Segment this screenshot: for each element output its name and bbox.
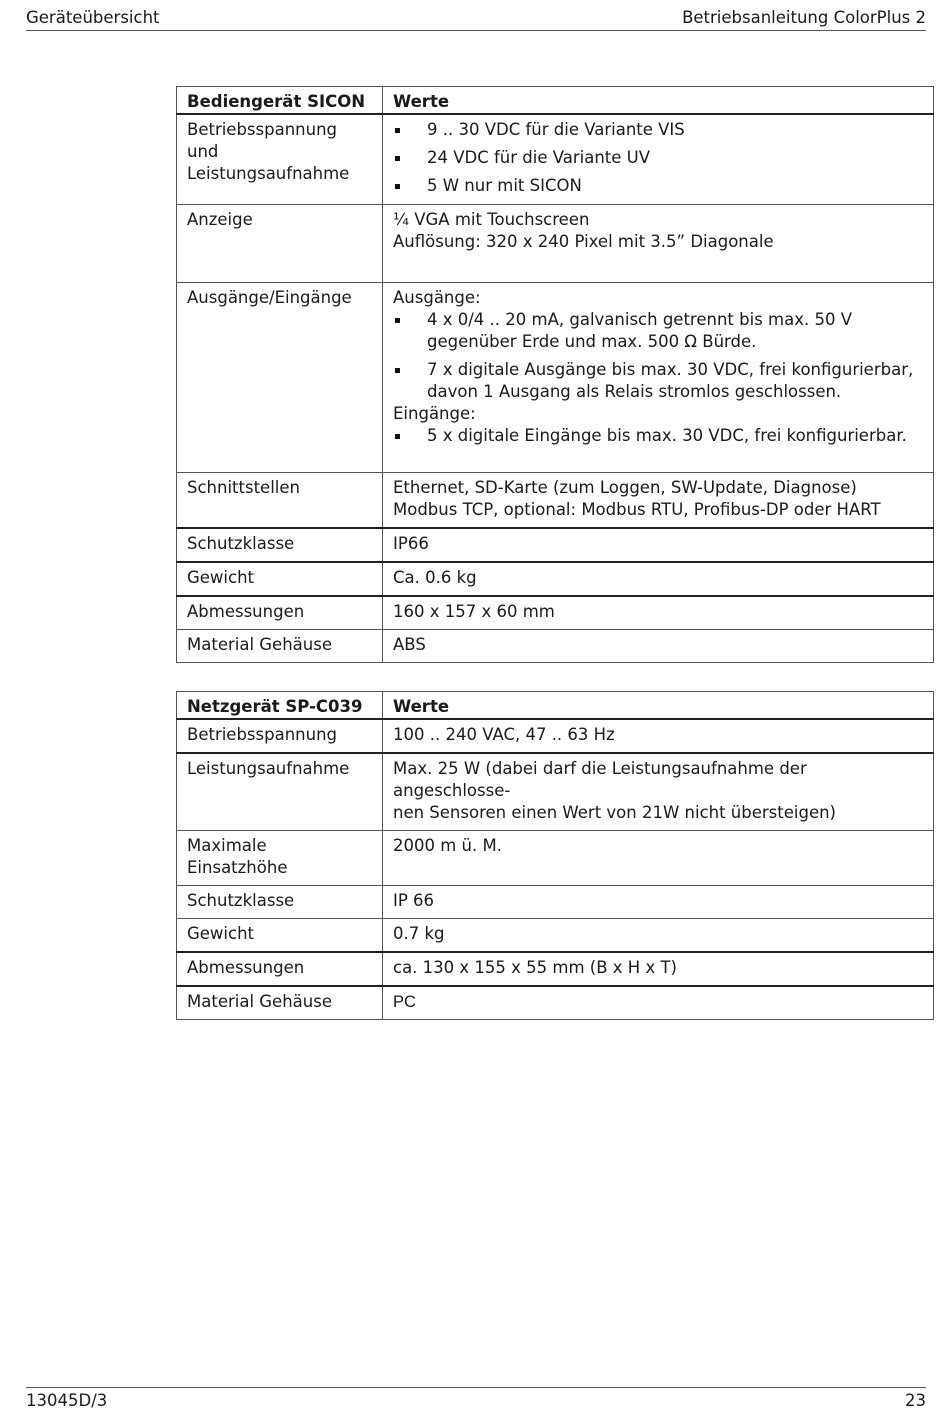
- row-label: Leistungsaufnahme: [177, 753, 383, 831]
- inputs-title: Eingänge:: [393, 403, 476, 423]
- row-label: Gewicht: [177, 919, 383, 953]
- row-label: Betriebsspannung und Leistungsaufnahme: [177, 114, 383, 204]
- list-item: 5 W nur mit SICON: [393, 175, 923, 197]
- row-label: Schnittstellen: [177, 472, 383, 528]
- value-line: Max. 25 W (dabei darf die Leistungsaufnahme der angeschlosse-: [393, 759, 807, 800]
- table-header-row: [177, 87, 934, 115]
- list-item: 5 x digitale Eingänge bis max. 30 VDC, frei konfigurierbar.: [393, 425, 923, 447]
- column-header-values: Werte: [383, 692, 934, 720]
- page-footer: [26, 1387, 926, 1410]
- header-section-title: Geräteübersicht: [26, 8, 160, 27]
- column-header-values: Werte: [383, 87, 934, 115]
- value-line: Auflösung: 320 x 240 Pixel mit 3.5” Diagonale: [393, 231, 774, 251]
- value-line: Modbus TCP, optional: Modbus RTU, Profibus-DP oder HART: [393, 499, 881, 519]
- row-value: 160 x 157 x 60 mm: [383, 596, 934, 630]
- page-number: 23: [905, 1391, 926, 1410]
- outputs-list: [393, 309, 923, 403]
- row-value: 0.7 kg: [383, 919, 934, 953]
- value-line: nen Sensoren einen Wert von 21W nicht übersteigen): [393, 803, 836, 822]
- row-value: Ca. 0.6 kg: [383, 562, 934, 596]
- row-value: PC: [383, 986, 934, 1020]
- inputs-list: [393, 425, 923, 447]
- outputs-title: Ausgänge:: [393, 287, 481, 307]
- table-row: [177, 952, 934, 986]
- table-row: [177, 528, 934, 562]
- bullet-list: [393, 119, 923, 197]
- table-row: [177, 986, 934, 1020]
- row-value: IP66: [383, 528, 934, 562]
- row-value: [383, 753, 934, 831]
- list-item: 7 x digitale Ausgänge bis max. 30 VDC, frei konfigurierbar, davon 1 Ausgang als Relais stromlos geschlossen.: [393, 359, 923, 403]
- value-line: ¼ VGA mit Touchscreen: [393, 209, 590, 229]
- column-header-device: Bediengerät SICON: [177, 87, 383, 115]
- document-number: 13045D/3: [26, 1391, 108, 1410]
- row-value: IP 66: [383, 886, 934, 919]
- row-value: 100 .. 240 VAC, 47 .. 63 Hz: [383, 719, 934, 753]
- row-label: Abmessungen: [177, 952, 383, 986]
- table-row: [177, 629, 934, 662]
- row-label: Material Gehäuse: [177, 629, 383, 662]
- row-value: ca. 130 x 155 x 55 mm (B x H x T): [383, 952, 934, 986]
- table-row: [177, 831, 934, 886]
- table-row: [177, 719, 934, 753]
- row-label: Maximale Einsatzhöhe: [177, 831, 383, 886]
- row-label: Schutzklasse: [177, 528, 383, 562]
- table-row: [177, 596, 934, 630]
- row-label: Gewicht: [177, 562, 383, 596]
- list-item: 24 VDC für die Variante UV: [393, 147, 923, 169]
- table-row: [177, 204, 934, 282]
- table-row: [177, 282, 934, 472]
- table-row: [177, 919, 934, 953]
- page-header: [26, 6, 926, 31]
- table-row: [177, 114, 934, 204]
- power-supply-spec-table: [176, 691, 934, 1020]
- row-value: [383, 204, 934, 282]
- header-document-title: Betriebsanleitung ColorPlus 2: [682, 8, 926, 27]
- sicon-spec-table: [176, 86, 934, 663]
- list-item: 4 x 0/4 .. 20 mA, galvanisch getrennt bis max. 50 V gegenüber Erde und max. 500 Ω Bürde.: [393, 309, 923, 353]
- table-header-row: [177, 692, 934, 720]
- table-row: [177, 472, 934, 528]
- row-label: Anzeige: [177, 204, 383, 282]
- value-line: Ethernet, SD-Karte (zum Loggen, SW-Update, Diagnose): [393, 477, 857, 497]
- row-value: [383, 472, 934, 528]
- row-value: [383, 114, 934, 204]
- row-label: Schutzklasse: [177, 886, 383, 919]
- list-item: 9 .. 30 VDC für die Variante VIS: [393, 119, 923, 141]
- row-value: [383, 282, 934, 472]
- table-row: [177, 562, 934, 596]
- column-header-device: Netzgerät SP-C039: [177, 692, 383, 720]
- row-label: Ausgänge/Eingänge: [177, 282, 383, 472]
- table-row: [177, 886, 934, 919]
- row-label: Material Gehäuse: [177, 986, 383, 1020]
- row-value: ABS: [383, 629, 934, 662]
- row-label: Abmessungen: [177, 596, 383, 630]
- row-value: 2000 m ü. M.: [383, 831, 934, 886]
- row-label: Betriebsspannung: [177, 719, 383, 753]
- table-row: [177, 753, 934, 831]
